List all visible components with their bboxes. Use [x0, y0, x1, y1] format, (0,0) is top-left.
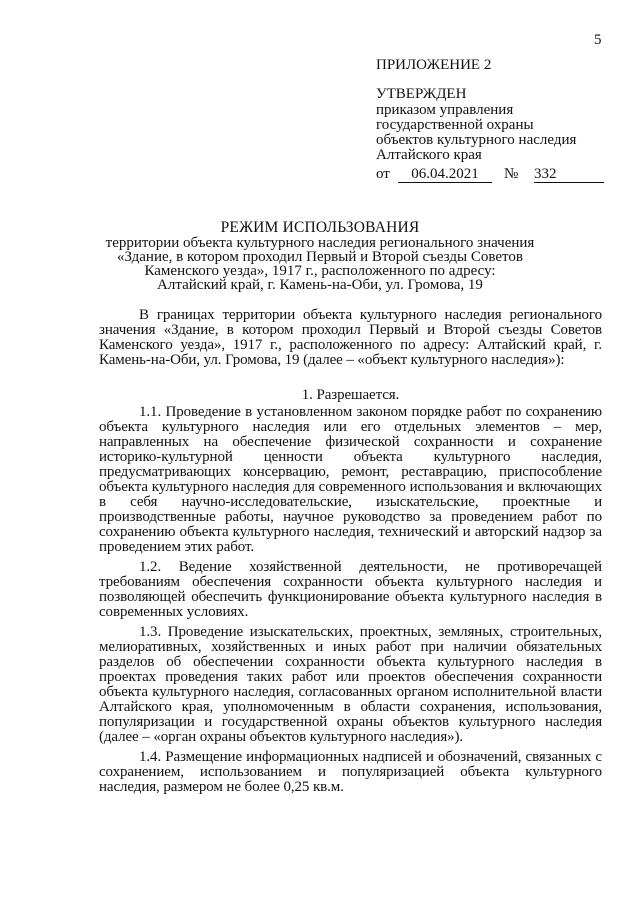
section-heading: 1. Разрешается.	[301, 387, 400, 403]
document-title-block	[100, 221, 540, 292]
approved-label: УТВЕРЖДЕН	[376, 86, 467, 102]
page-number: 5	[594, 32, 602, 48]
order-line: приказом управления	[376, 102, 514, 118]
document-title: РЕЖИМ ИСПОЛЬЗОВАНИЯ	[220, 219, 420, 236]
order-number: 332	[534, 167, 604, 183]
order-date-number-row	[376, 167, 616, 187]
intro-paragraph: В границах территории объекта культурного наследия регионального значения «Здание, в котором проходил Первый и Второй съезды Советов Каменского уезда», 1917 г., расположенного по адресу: Алтайский край, г. Камень-на-Оби, ул. Громова, 19 (далее – «объект культурного наследия»):	[99, 307, 602, 368]
from-label: от	[376, 166, 390, 182]
section-item: 1.3. Проведение изыскательских, проектных, земляных, строительных, мелиоративных, хозяйственных и иных работ при наличии обязательных разделов об обеспечении сохранности объекта культурного наследия в проектах проведения таких работ или проектов обеспечения сохранности объекта культурного наследия, согласованных органом исполнительной власти Алтайского края, уполномоченным в области сохранения, использования, популяризации и государственной охраны объектов культурного наследия (далее – «орган охраны объектов культурного наследия»).	[99, 624, 602, 745]
section-item: 1.4. Размещение информационных надписей и обозначений, связанных с сохранением, использованием и популяризацией объекта культурного наследия, размером не более 0,25 кв.м.	[99, 749, 602, 795]
order-line: Алтайского края	[376, 147, 482, 163]
document-body	[99, 308, 602, 795]
title-line: «Здание, в котором проходил Первый и Второй съезды Советов	[117, 249, 523, 265]
order-date: 06.04.2021	[398, 167, 492, 183]
section-item: 1.2. Ведение хозяйственной деятельности, не противоречащей требованиям обеспечения сохранности объекта культурного наследия и позволяющей обеспечить функционирование объекта культурного наследия в современных условиях.	[99, 559, 602, 620]
title-line: Алтайский край, г. Камень-на-Оби, ул. Громова, 19	[157, 277, 483, 293]
appendix-label: ПРИЛОЖЕНИЕ 2	[376, 57, 492, 73]
title-line: Каменского уезда», 1917 г., расположенного по адресу:	[144, 263, 496, 279]
order-line: государственной охраны	[376, 117, 534, 133]
title-line: территории объекта культурного наследия регионального значения	[105, 235, 535, 251]
order-line: объектов культурного наследия	[376, 132, 577, 148]
section-item: 1.1. Проведение в установленном законом порядке работ по сохранению объекта культурного наследия или его отдельных элементов – мер, направленных на обеспечение физической сохранности и сохранение историко-культурной ценности объекта культурного наследия, предусматривающих консервацию, ремонт, реставрацию, приспособление объекта культурного наследия для современного использования и включающих в себя научно-исследовательские, изыскательские, проектные и производственные работы, научное руководство за проведением работ по сохранению объекта культурного наследия, технический и авторский надзор за проведением этих работ.	[99, 404, 602, 555]
approval-block	[376, 58, 616, 187]
number-label: №	[504, 166, 519, 182]
